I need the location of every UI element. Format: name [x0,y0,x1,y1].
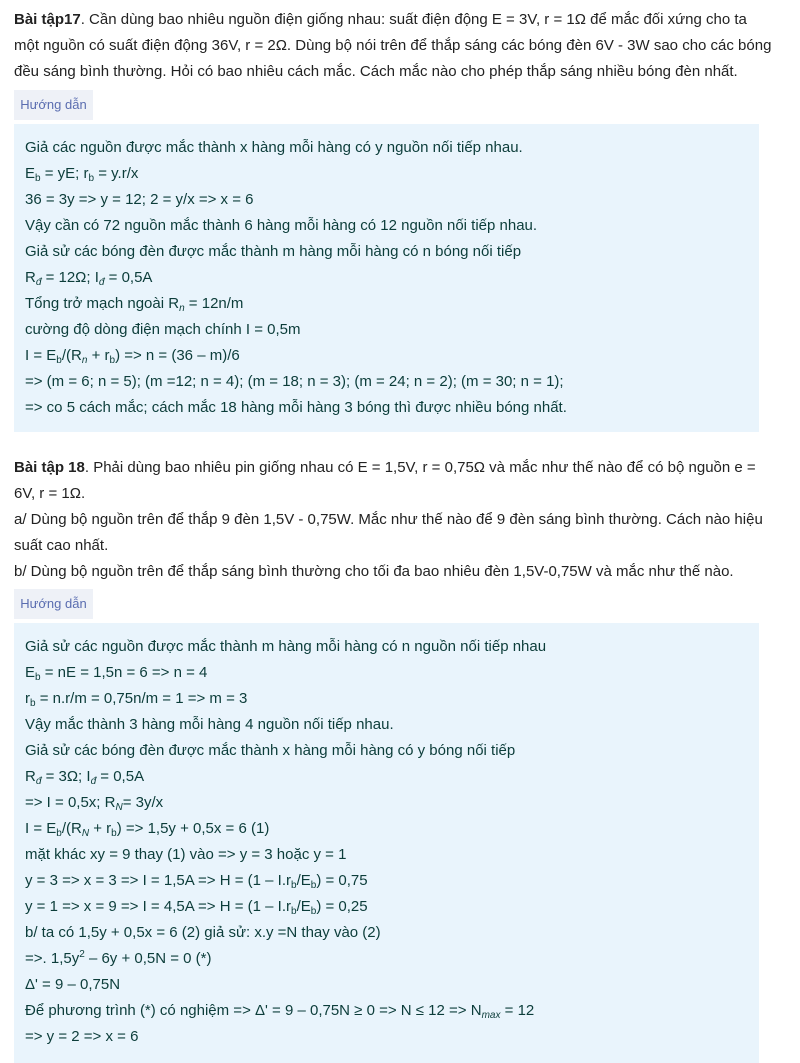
solution-18-line-9: mặt khác xy = 9 thay (1) vào => y = 3 hoặc y = 1 [25,846,347,863]
guide-button-18[interactable]: Hướng dẫn [14,589,93,619]
solution-17-line-10: => (m = 6; n = 5); (m =12; n = 4); (m = 18; n = 3); (m = 24; n = 2); (m = 30; n = 1); [25,373,564,390]
problem-17-statement [14,7,774,85]
problem-18-part-a: a/ Dùng bộ nguồn trên để thắp 9 đèn 1,5V - 0,75W. Mắc như thế nào để 9 đèn sáng bình thường. Cách nào hiệu suất cao nhất. [14,511,763,554]
problem-18-part-b: b/ Dùng bộ nguồn trên để thắp sáng bình thường cho tối đa bao nhiêu đèn 1,5V-0,75W và mắc như thế nào. [14,563,734,580]
solution-17-line-11: => co 5 cách mắc; cách mắc 18 hàng mỗi hàng 3 bóng thì được nhiều bóng nhất. [25,399,567,416]
solution-17-line-5: Giả sử các bóng đèn được mắc thành m hàng mỗi hàng có n bóng nối tiếp [25,243,522,260]
solution-18-line-5: Giả sử các bóng đèn được mắc thành x hàng mỗi hàng có y bóng nối tiếp [25,742,516,759]
solution-17-line-4: Vậy cần có 72 nguồn mắc thành 6 hàng mỗi hàng có 12 nguồn nối tiếp nhau. [25,217,538,234]
solution-18-line-2: $E_b$ = nE = 1,5n = 6 => n = 4 [25,664,208,683]
solution-18-line-1: Giả sử các nguồn được mắc thành m hàng mỗi hàng có n nguồn nối tiếp nhau [25,638,547,655]
solution-18-line-13: =>. $1,5y^2 - 6y + 0,5N = 0$ (*) [25,949,212,967]
solution-18-line-15: Để phương trình (*) có nghiệm => $\Delta' = 9 - 0,75N \ge 0 => N \le 12 => N_{max} = 12$ [25,1002,535,1021]
problem-17-text: . Cần dùng bao nhiêu nguồn điện giống nhau: suất điện động E = 3V, r = 1Ω để mắc đối xứng cho ta một nguồn có suất điện động 36V, r = 2Ω. Dùng bộ nói trên để thắp sáng các bóng đèn 6V - 3W sao cho các bóng đều sáng bình thường. Hỏi có bao nhiêu cách mắc. Cách mắc nào cho phép thắp sáng nhiều bóng đèn nhất. [14,11,772,80]
solution-17-line-3: 36 = 3y => y = 12; 2 = y/x => x = 6 [25,191,254,208]
solution-17-line-6: $R_đ = 12\Omega$; $I_đ = 0,5A$ [25,269,153,288]
solution-18-line-7: => I = 0,5x; $R_N= 3y/x$ [25,794,164,813]
problem-17-label: Bài tập17 [14,11,81,28]
problem-18-intro [14,455,774,507]
solution-18-line-6: $R_đ = 3\Omega$; $I_đ = 0,5A$ [25,768,145,787]
solution-18-line-8: $I = E_b/(R_N + r_b) => 1,5y + 0,5x = 6$ (1) [25,820,270,839]
guide-button-17[interactable]: Hướng dẫn [14,90,93,120]
solution-18-line-16: => y = 2 => x = 6 [25,1028,139,1045]
solution-17-line-9: $I = E_b/(R_n + r_b) => n = (36 - m)/6$ [25,347,240,366]
solution-18-line-4: Vậy mắc thành 3 hàng mỗi hàng 4 nguồn nối tiếp nhau. [25,716,394,733]
problem-18-label: Bài tập 18 [14,459,85,476]
problem-18-statement [14,455,774,585]
solution-17-box [14,124,759,432]
solution-17-line-2: $E_b$ = yE; $r_b = y.r/x$ [25,165,139,184]
solution-18-box [14,623,759,1063]
solution-18-line-14: Δ' = 9 – 0,75N [25,976,121,993]
solution-17-line-1: Giả các nguồn được mắc thành x hàng mỗi hàng có y nguồn nối tiếp nhau. [25,139,523,156]
solution-18-line-12: b/ ta có 1,5y + 0,5x = 6 (2) giả sử: x.y =N thay vào (2) [25,924,381,941]
solution-17-line-8: cường độ dòng điện mạch chính I = 0,5m [25,321,301,338]
problem-18-text: . Phải dùng bao nhiêu pin giống nhau có E = 1,5V, r = 0,75Ω và mắc như thế nào để có bộ nguồn e = 6V, r = 1Ω. [14,459,756,502]
solution-18-line-11: $y = 1 => x = 9 => I = 4,5A => H = (1 - I.r_b/E_b) = 0,25$ [25,898,368,917]
solution-18-line-10: $y = 3 => x = 3 => I = 1,5A => H = (1 - I.r_b/E_b) = 0,75$ [25,872,368,891]
solution-18-line-3: $r_b = n.r/m = 0,75n/m = 1 => m = 3$ [25,690,248,709]
solution-17-line-7: Tổng trở mạch ngoài $R_n = 12n/m$ [25,295,244,314]
